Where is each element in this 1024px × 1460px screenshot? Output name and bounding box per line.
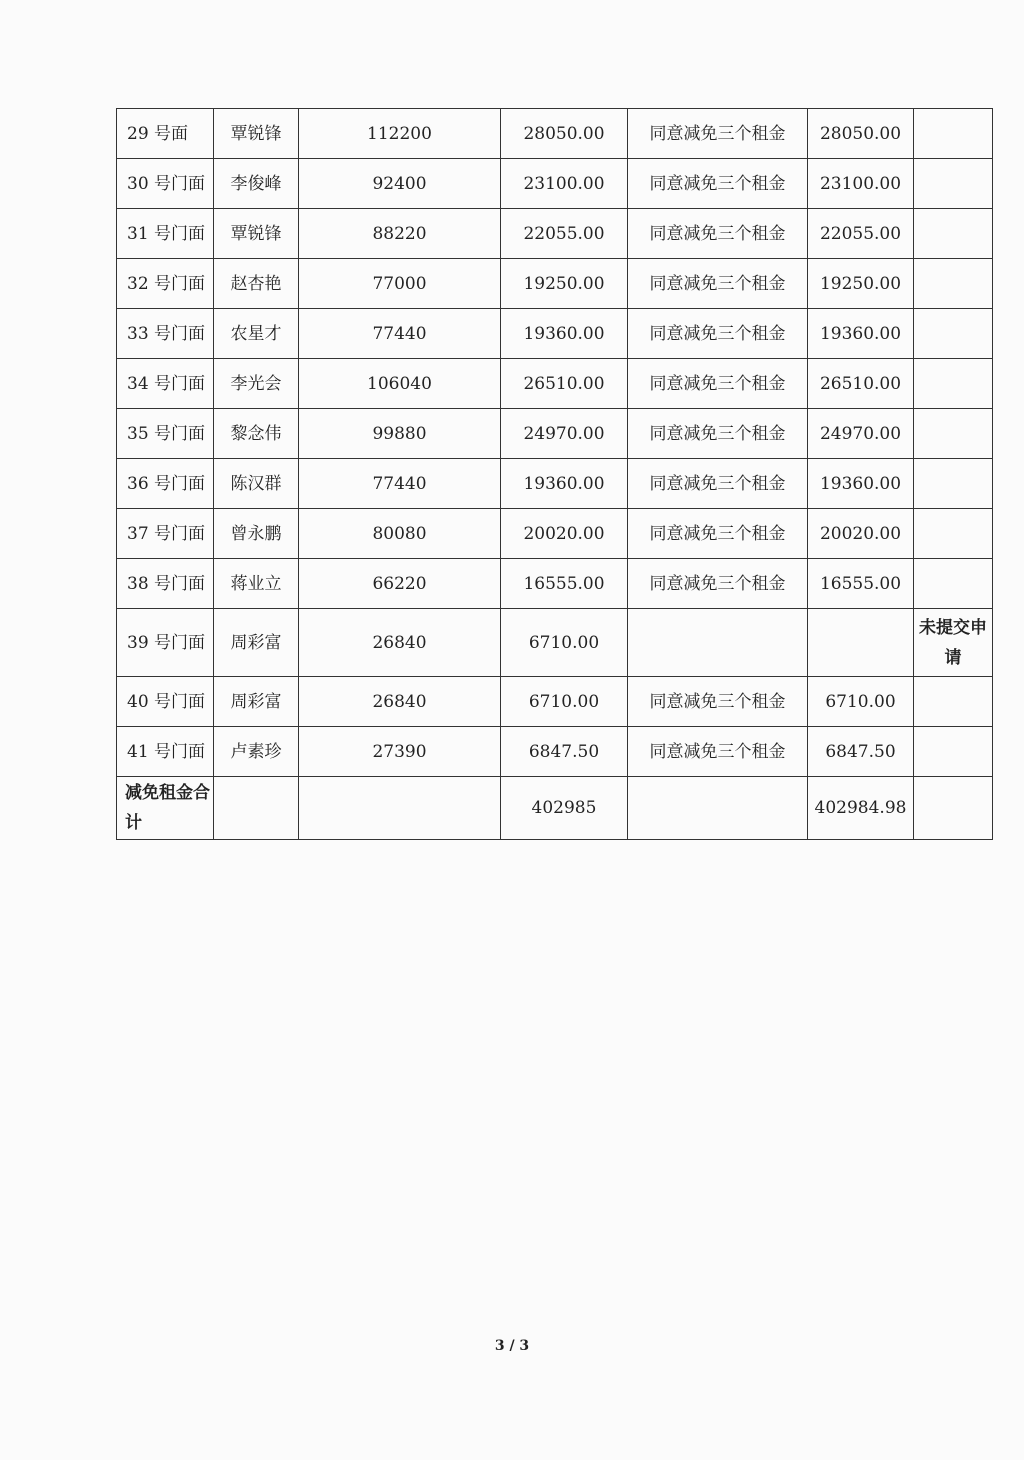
tenant-name: 李俊峰 (214, 159, 299, 209)
table-row (117, 209, 993, 259)
reduction-decision: 同意减免三个租金 (628, 359, 808, 409)
three-month-rent: 16555.00 (501, 559, 628, 609)
table-row (117, 159, 993, 209)
total-three-month-rent: 402985 (501, 777, 628, 840)
remark (914, 459, 993, 509)
annual-rent: 66220 (299, 559, 501, 609)
reduced-amount: 24970.00 (808, 409, 914, 459)
remark (914, 209, 993, 259)
remark (914, 509, 993, 559)
reduced-amount: 28050.00 (808, 109, 914, 159)
remark (914, 159, 993, 209)
tenant-name: 赵杏艳 (214, 259, 299, 309)
reduction-decision: 同意减免三个租金 (628, 459, 808, 509)
tenant-name: 曾永鹏 (214, 509, 299, 559)
annual-rent: 106040 (299, 359, 501, 409)
remark (914, 409, 993, 459)
door-number: 39 号门面 (117, 609, 214, 677)
three-month-rent: 28050.00 (501, 109, 628, 159)
remark (914, 559, 993, 609)
three-month-rent: 6847.50 (501, 727, 628, 777)
annual-rent: 77440 (299, 309, 501, 359)
annual-rent: 92400 (299, 159, 501, 209)
door-number: 29 号面 (117, 109, 214, 159)
reduction-decision: 同意减免三个租金 (628, 109, 808, 159)
page-number: 3 / 3 (494, 1338, 530, 1354)
tenant-name: 陈汉群 (214, 459, 299, 509)
three-month-rent: 23100.00 (501, 159, 628, 209)
door-number: 40 号门面 (117, 677, 214, 727)
table-row (117, 259, 993, 309)
total-decision-cell (628, 777, 808, 840)
reduction-decision: 同意减免三个租金 (628, 727, 808, 777)
reduction-decision: 同意减免三个租金 (628, 559, 808, 609)
door-number: 34 号门面 (117, 359, 214, 409)
tenant-name: 覃锐锋 (214, 109, 299, 159)
reduced-amount: 6847.50 (808, 727, 914, 777)
reduction-decision: 同意减免三个租金 (628, 309, 808, 359)
annual-rent: 112200 (299, 109, 501, 159)
tenant-name: 周彩富 (214, 609, 299, 677)
three-month-rent: 22055.00 (501, 209, 628, 259)
annual-rent: 77000 (299, 259, 501, 309)
reduction-decision: 同意减免三个租金 (628, 409, 808, 459)
reduced-amount: 19250.00 (808, 259, 914, 309)
total-label: 减免租金合计 (117, 777, 214, 840)
total-annual-rent-cell (299, 777, 501, 840)
annual-rent: 77440 (299, 459, 501, 509)
total-remark-cell (914, 777, 993, 840)
remark: 未提交申请 (914, 609, 993, 677)
tenant-name: 蒋业立 (214, 559, 299, 609)
reduced-amount (808, 609, 914, 677)
door-number: 41 号门面 (117, 727, 214, 777)
door-number: 38 号门面 (117, 559, 214, 609)
tenant-name: 周彩富 (214, 677, 299, 727)
total-reduced-amount: 402984.98 (808, 777, 914, 840)
remark (914, 359, 993, 409)
table-row (117, 309, 993, 359)
door-number: 36 号门面 (117, 459, 214, 509)
table-row (117, 459, 993, 509)
rent-reduction-table (116, 108, 993, 840)
reduced-amount: 19360.00 (808, 309, 914, 359)
three-month-rent: 24970.00 (501, 409, 628, 459)
door-number: 30 号门面 (117, 159, 214, 209)
annual-rent: 99880 (299, 409, 501, 459)
reduction-decision: 同意减免三个租金 (628, 509, 808, 559)
reduction-decision: 同意减免三个租金 (628, 677, 808, 727)
table-row (117, 509, 993, 559)
three-month-rent: 20020.00 (501, 509, 628, 559)
door-number: 37 号门面 (117, 509, 214, 559)
table-body (117, 109, 993, 777)
tenant-name: 农星才 (214, 309, 299, 359)
reduced-amount: 6710.00 (808, 677, 914, 727)
remark (914, 727, 993, 777)
reduction-decision: 同意减免三个租金 (628, 209, 808, 259)
remark (914, 309, 993, 359)
tenant-name: 卢素珍 (214, 727, 299, 777)
three-month-rent: 19360.00 (501, 459, 628, 509)
table-row (117, 609, 993, 677)
remark (914, 109, 993, 159)
reduction-decision (628, 609, 808, 677)
tenant-name: 李光会 (214, 359, 299, 409)
annual-rent: 80080 (299, 509, 501, 559)
table-row (117, 559, 993, 609)
tenant-name: 覃锐锋 (214, 209, 299, 259)
reduced-amount: 16555.00 (808, 559, 914, 609)
three-month-rent: 6710.00 (501, 677, 628, 727)
three-month-rent: 26510.00 (501, 359, 628, 409)
reduced-amount: 20020.00 (808, 509, 914, 559)
door-number: 32 号门面 (117, 259, 214, 309)
total-tenant-cell (214, 777, 299, 840)
tenant-name: 黎念伟 (214, 409, 299, 459)
reduction-decision: 同意减免三个租金 (628, 259, 808, 309)
three-month-rent: 19250.00 (501, 259, 628, 309)
annual-rent: 27390 (299, 727, 501, 777)
table-row (117, 109, 993, 159)
three-month-rent: 19360.00 (501, 309, 628, 359)
table-row (117, 409, 993, 459)
door-number: 31 号门面 (117, 209, 214, 259)
annual-rent: 26840 (299, 609, 501, 677)
annual-rent: 26840 (299, 677, 501, 727)
reduced-amount: 22055.00 (808, 209, 914, 259)
remark (914, 677, 993, 727)
reduced-amount: 26510.00 (808, 359, 914, 409)
three-month-rent: 6710.00 (501, 609, 628, 677)
reduced-amount: 19360.00 (808, 459, 914, 509)
table-row (117, 727, 993, 777)
door-number: 35 号门面 (117, 409, 214, 459)
reduced-amount: 23100.00 (808, 159, 914, 209)
remark (914, 259, 993, 309)
annual-rent: 88220 (299, 209, 501, 259)
reduction-decision: 同意减免三个租金 (628, 159, 808, 209)
table-row (117, 359, 993, 409)
table-row (117, 677, 993, 727)
door-number: 33 号门面 (117, 309, 214, 359)
total-row (117, 777, 993, 840)
